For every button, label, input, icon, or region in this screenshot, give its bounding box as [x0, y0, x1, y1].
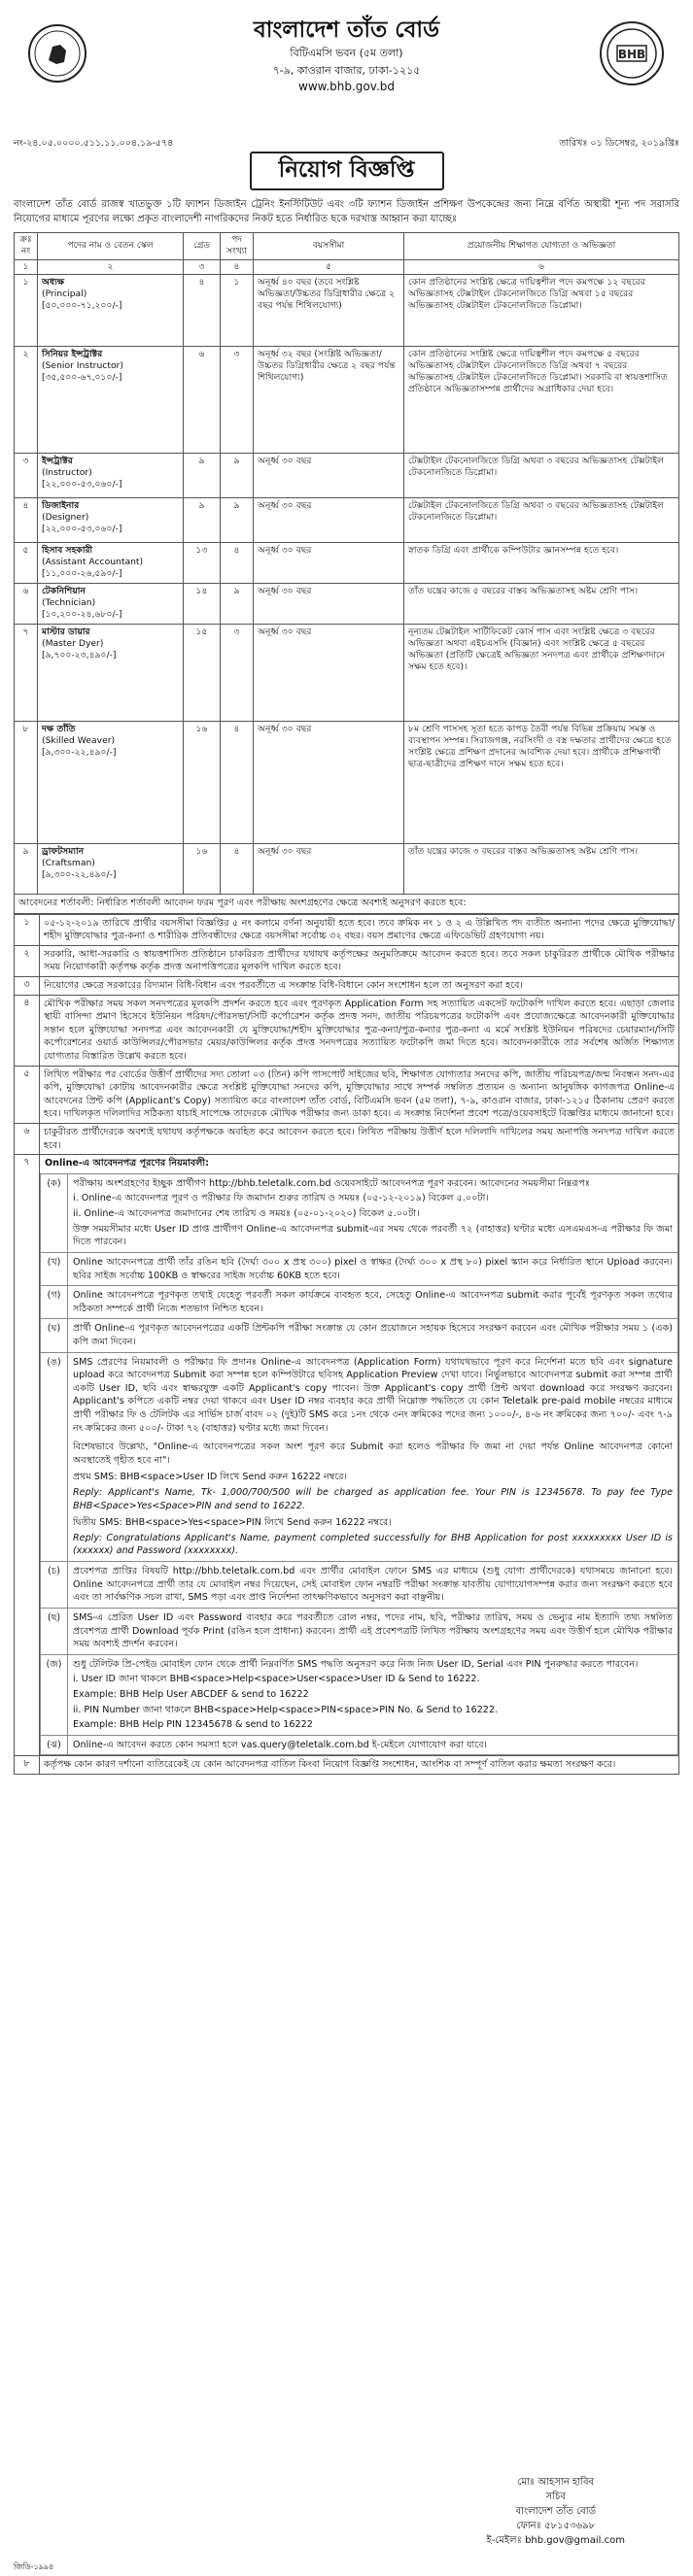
post-age-limit: অনূর্ধ্ব ৩০ বছর	[254, 584, 404, 625]
online-rule	[41, 1654, 678, 1735]
post-name: ডিজাইনার	[42, 500, 80, 512]
fee-deadline-note: উক্ত সময়সীমার মধ্যে User ID প্রাপ্ত প্রার্থীগণ Online-এ আবেদনপত্র submit-এর সময় থেকে পরবর্তী ৭২ (বাহাত্তর) ঘণ্টার মধ্যে এসএমএস-এ পরীক্ষার ফি জমা দিতে পারবেন।	[73, 1223, 673, 1248]
post-name-en: (Assistant Accountant)	[42, 557, 144, 567]
post-name: হিসাব সহকারী	[42, 545, 93, 557]
condition-number: ৩	[15, 976, 40, 995]
rule-text: SMS প্রেরণের নিয়মাবলী ও পরীক্ষার ফি প্রদানঃ Online-এ আবেদনপত্র (Application Form) যথাযথভাবে পূরণ করে নির্দেশনা মতে ছবি এবং signature upload করে আবেদনপত্র Submit করা সম্পন্ন হলে কম্পিউটারে ছবিসহ Application Preview দেখা যাবে। নির্ভুলভাবে আবেদনপত্র submit করা সম্পন্ন প্রার্থী একটি User ID, ছবি এবং স্বাক্ষরযুক্ত একটি Applicant's copy পাবেন। উক্ত Applicant's copy প্রার্থী প্রিন্ট অথবা download করে সংরক্ষণ করবেন। Applicant's কপিতে একটি নম্বর দেয়া থাকবে এবং User ID নম্বর ব্যবহার করে প্রার্থী নিম্নোক্ত পদ্ধতিতে যে কোন Teletalk pre-paid mobile নম্বরের মাধ্যমে প্রার্থী পরীক্ষার ফি ও টেলিটক এর সার্ভিস চার্জ বাবদ ০২ (দুই)টি SMS করে ১নং থেকে ৩নং ক্রমিকের পদের জন্য ১০০০/-, ৪-৬ নং ক্রমিকের জন্য ৭০০/- এবং ৭-৯ নং ক্রমিকের জন্য ৫০০/- টাকা ৭২ (বাহাত্তর) ঘণ্টার মধ্যে জমা দিবেন।	[73, 1356, 673, 1434]
rule-body	[68, 1352, 678, 1562]
post-qualification: টেক্সটাইল টেকনোলজিতে ডিগ্রি অথবা ৩ বছরের অভিজ্ঞতাসহ টেক্সটাইল টেকনোলজিতে ডিপ্লোমা।	[404, 454, 679, 498]
post-grade: ৯	[184, 498, 221, 543]
condition-text: চাকুরীরত প্রার্থীদেরকে অবশ্যই যথাযথ কর্তৃপক্ষকে অবহিত করে আবেদন করতে হবে। লিখিত পরীক্ষায় উত্তীর্ণ হলে দলিলাদি দাখিলের সময় অনাপত্তি সনদপত্র দাখিল করতে হবে।	[40, 1124, 679, 1155]
post-age-limit: অনূর্ধ্ব ৩০ বছর	[254, 498, 404, 543]
pay-scale: [১১,০০০-২৬,৫৯০/-]	[42, 567, 122, 579]
post-sl: ৫	[15, 543, 38, 584]
post-count: ৯	[221, 584, 254, 625]
post-name: সিনিয়র ইন্সট্রাক্টর	[42, 349, 103, 360]
rule-text: প্রার্থী Online-এ পূরণকৃত আবেদনপত্রের একটি প্রিন্টকপি পরীক্ষা সংক্রান্ত যে কোন প্রয়োজনে সহায়ক হিসেবে সংরক্ষণ করবেন এবং মৌখিক পরীক্ষার সময় ১ (এক) কপি জমা দিবেন।	[68, 1319, 678, 1352]
rule-body	[68, 1173, 678, 1252]
pay-scale: [৯,৩০০-২২,৪৯০/-]	[42, 746, 117, 758]
post-grade: ১৩	[184, 543, 221, 584]
post-name-en: (Technician)	[42, 597, 96, 608]
intro-paragraph: বাংলাদেশ তাঁত বোর্ড রাজস্ব খাতভুক্ত ১টি ফ্যাশন ডিজাইন ট্রেনিং ইনস্টিটিউট এবং ৩টি ফ্যাশন ডিজাইন প্রশিক্ষণ উপকেন্দ্রের জন্য নিম্নে বর্ণিত অস্থায়ী শূন্য পদ সরাসরি নিয়োগের মাধ্যমে পূরণের লক্ষ্যে প্রকৃত বাংলাদেশী নাগরিকদের নিকট হতে নির্ধারিত ছকে দরখাস্ত আহ্বান করা যাচ্ছেঃ	[14, 199, 679, 224]
post-name: টেকনিশিয়ান	[42, 586, 86, 597]
condition-text: কর্তৃপক্ষ কোন কারণ দর্শানো ব্যতিরেকেই যে কোন আবেদনপত্র বাতিল কিংবা নিয়োগ বিজ্ঞপ্তি সংশোধন, আংশিক বা সম্পূর্ণ বাতিল করার ক্ষমতা সংরক্ষণ করে।	[40, 1756, 679, 1775]
rule-text: Online আবেদনপত্রে প্রার্থী তাঁর রঙিন ছবি (দৈর্ঘ্য ৩০০ x প্রস্থ ৩০০) pixel ও স্বাক্ষর (দৈর্ঘ্য ৩০০ x প্রস্থ ৮০) pixel স্ক্যান করে নির্ধারিত স্থানে Upload করবেন। ছবির সাইজ সর্বোচ্চ 100KB ও স্বাক্ষরের সাইজ সর্বোচ্চ 60KB হতে হবে।	[68, 1252, 678, 1285]
col-header-post: পদের নাম ও বেতন স্কেল	[38, 233, 184, 260]
online-application-row	[15, 1155, 679, 1756]
posts-table	[14, 232, 679, 895]
rule-label: (গ)	[41, 1286, 68, 1319]
post-sl: ৮	[15, 722, 38, 844]
post-name: ড্রাফটসম্যান	[42, 846, 85, 858]
second-sms-reply: Reply: Congratulations Applicant's Name, payment completed successfully for BHB Application for post xxxxxxxxx User ID is (xxxxxx) and Password (xxxxxxxx).	[73, 1532, 673, 1557]
condition-row	[15, 976, 679, 995]
post-age-limit: অনূর্ধ্ব ৩০ বছর	[254, 722, 404, 844]
post-count: ১	[221, 275, 254, 347]
post-name-cell	[38, 275, 184, 347]
post-row	[15, 454, 679, 498]
first-sms-reply: Reply: Applicant's Name, Tk- 1,000/700/500 will be charged as application fee. Your PIN is 12345678. To pay fee Type BHB<Space>Yes<Space>PIN and send to 16222.	[73, 1487, 673, 1511]
post-age-limit: অনূর্ধ্ব ৩০ বছর	[254, 543, 404, 584]
post-row	[15, 844, 679, 895]
post-name: ইন্সট্রাক্টর	[42, 456, 73, 467]
first-sms-instruction: প্রথম SMS: BHB<space>User ID লিখে Send করুন 16222 নম্বরে।	[73, 1472, 347, 1483]
post-name-en: (Designer)	[42, 512, 89, 523]
post-name-cell	[38, 625, 184, 722]
post-count: ৪	[221, 543, 254, 584]
reference-number: নং-২৪.০৫.০০০০.৫১১.১১.০০৪.১৯-৫৭৪	[14, 138, 174, 149]
condition-row	[15, 1066, 679, 1123]
pin-recovery: ii. PIN Number জানা থাকলে BHB<space>Help<space>PIN<space>PIN No. & Send to 16222.	[73, 1704, 499, 1715]
col-number: ৬	[404, 260, 679, 275]
post-name-cell	[38, 347, 184, 454]
post-qualification: কোন প্রতিষ্ঠানের সংশ্লিষ্ট ক্ষেত্রে দায়িত্বশীল পদে কমপক্ষে ৫ বছরের অভিজ্ঞতাসহ টেক্সটাইল টেকনোলজিতে ডিগ্রি অথবা ৭ বছরের অভিজ্ঞতাসহ টেক্সটাইল টেকনোলজিতে ডিপ্লোমা। সরকারি বা স্বায়ত্তশাসিত প্রতিষ্ঠানে অভিজ্ঞতাসম্পন্ন প্রার্থীদের অগ্রাধিকার দেয়া হবে।	[404, 347, 679, 454]
pin-example: Example: BHB Help PIN 12345678 & send to 16222	[73, 1719, 313, 1731]
application-end: ii. Online-এ আবেদনপত্র জমাদানের শেষ তারিখ ও সময়ঃ (০৫-০১-২০২০) বিকেল ৫.০০টা।	[73, 1208, 420, 1220]
condition-text: নিয়োগের ক্ষেত্রে সরকারের বিদ্যমান বিধি-বিধান এবং পরবর্তীতে এ সংক্রান্ত বিধি-বিধানে কোন সংশোধন হলে তা অনুসরণ করা হবে।	[40, 976, 679, 995]
post-age-limit: অনূর্ধ্ব ৩০ বছর	[254, 454, 404, 498]
notice-date: তারিখঃ ০১ ডিসেম্বর, ২০১৯খ্রিঃ	[559, 138, 679, 149]
post-grade: ৪	[184, 275, 221, 347]
post-qualification: স্নাতক ডিগ্রি এবং প্রার্থীকে কম্পিউটার জ্ঞানসম্পন্ন হতে হবে।	[404, 543, 679, 584]
second-sms-instruction: দ্বিতীয় SMS: BHB<space>Yes<space>PIN লিখে Send করুন 16222 নম্বরে।	[73, 1517, 392, 1529]
post-name: মাস্টার ডায়ার	[42, 627, 90, 638]
col-number: ৩	[184, 260, 221, 275]
user-id-recovery: i. User ID জানা থাকলে BHB<space>Help<space>User<space>User ID & Send to 16222.	[73, 1674, 480, 1685]
post-qualification: কোন প্রতিষ্ঠানের সংশ্লিষ্ট ক্ষেত্রে দায়িত্বশীল পদে কমপক্ষে ১২ বছরের অভিজ্ঞতাসহ টেক্সটাইল টেকনোলজিতে ডিগ্রি অথবা ১৫ বছরের অভিজ্ঞতাসহ টেক্সটাইল টেকনোলজিতে ডিপ্লোমা।	[404, 275, 679, 347]
condition-number: ৭	[15, 1155, 40, 1756]
post-name-en: (Principal)	[42, 288, 87, 299]
condition-number: ৪	[15, 995, 40, 1066]
rule-text: SMS-এ প্রেরিত User ID এবং Password ব্যবহার করে পরবর্তীতে রোল নম্বর, পদের নাম, ছবি, পরীক্ষার তারিখ, সময় ও ভেন্যুর নাম ইত্যাদি তথ্য সম্বলিত প্রবেশপত্র প্রার্থী Download পূর্বক Print (রঙিন হলে প্রাধান্য) করবেন। প্রার্থী এই প্রবেশপত্রটি লিখিত পরীক্ষায় অংশগ্রহণের সময় এবং উত্তীর্ণ হলে মৌখিক পরীক্ষার সময় অবশ্যই প্রদর্শন করবেন।	[68, 1608, 678, 1654]
signatory-email[interactable]: ই-মেইলঃ bhb.gov@gmail.com	[486, 2535, 625, 2546]
post-sl: ৬	[15, 584, 38, 625]
post-qualification: তাঁত যন্ত্রের কাজে ৫ বছরের বাস্তব অভিজ্ঞতাসহ অষ্টম শ্রেণি পাস।	[404, 584, 679, 625]
post-qualification: ৮ম শ্রেণি পাসসহ সূতা হতে কাপড় তৈরী পর্যন্ত বিভিন্ন প্রক্রিয়ায় সমস্ত ও ব্যবস্থাপন সম্পন্ন। সিরাজগঞ্জ, নরসিংদী ও বস্ত্র দক্ষতার প্রার্থীদের ক্ষেত্রে হতে সংশ্লিষ্ট ক্ষেত্রে প্রশিক্ষণ প্রদানের আবশ্যিক দেয়া হবে। প্রার্থীকে প্রশিক্ষণার্থী ছাত্র-ছাত্রীদের প্রশিক্ষণ দানে সক্ষম হতে হবে।	[404, 722, 679, 844]
post-grade: ১৬	[184, 722, 221, 844]
online-rule	[41, 1608, 678, 1654]
post-grade: ১৬	[184, 844, 221, 895]
column-number-row	[15, 260, 679, 275]
signatory-org: বাংলাদেশ তাঁত বোর্ড	[515, 2506, 596, 2517]
rule-text: পরীক্ষায় অংশগ্রহণের ইচ্ছুক প্রার্থীগণ http://bhb.teletalk.com.bd ওয়েবসাইটে আবেদনপত্র পূরণ করবেন। আবেদনের সময়সীমা নিম্নরূপঃ	[73, 1177, 590, 1189]
org-name: বাংলাদেশ তাঁত বোর্ড	[253, 17, 440, 43]
condition-text: মৌখিক পরীক্ষার সময় সকল সনদপত্রের মূলকপি প্রদর্শন করতে হবে এবং পূরণকৃত Application Form সহ সত্যায়িত একসেট ফটোকপি দাখিল করতে হবে। এছাড়া জেলার স্থায়ী বাসিন্দা প্রমাণ হিসেবে ইউনিয়ন পরিষদ/পৌরসভা/সিটি কর্পোরেশন কর্তৃক প্রদত্ত সনদ, জাতীয় পরিচয়পত্রের ফটোকপি এবং প্রযোজ্যক্ষেত্রে আবেদনকারী মুক্তিযোদ্ধার সন্তান হলে মুক্তিযোদ্ধা সনদপত্র এবং আবেদনকারী যে মুক্তিযোদ্ধা/শহীদ মুক্তিযোদ্ধার পুত্র-কন্যা/পুত্র-কন্যার পুত্র-কন্যা এ মর্মে সংশ্লিষ্ট ইউনিয়ন পরিষদের চেয়ারম্যান/সিটি কর্পোরেশনের ওয়ার্ড কাউন্সিলর/পৌরসভার মেয়র/কাউন্সিলর কর্তৃক প্রদত্ত সনদপত্রের সত্যায়িত ফটোকপি জমা দিতে হবে। আবেদনকারীকে তার সর্বশেষ অর্জিত শিক্ষাগত যোগ্যতার বিস্তারিত উল্লেখ করতে হবে।	[40, 995, 679, 1066]
post-grade: ৬	[184, 347, 221, 454]
post-count: ৪	[221, 722, 254, 844]
post-name-cell	[38, 543, 184, 584]
post-name-cell	[38, 722, 184, 844]
post-grade: ১৪	[184, 584, 221, 625]
rule-label: (জ)	[41, 1654, 68, 1735]
post-count: ৩	[221, 625, 254, 722]
online-rule	[41, 1352, 678, 1562]
post-name-en: (Craftsman)	[42, 858, 95, 868]
pay-scale: [২২,০০০-৫৩,০৬০/-]	[42, 478, 122, 490]
condition-row	[15, 1124, 679, 1155]
online-rule	[41, 1319, 678, 1352]
post-grade: ১৫	[184, 625, 221, 722]
org-building: বিটিএমসি ভবন (৫ম তলা)	[290, 47, 403, 60]
post-name-en: (Instructor)	[42, 467, 92, 478]
rule-label: (ছ)	[41, 1608, 68, 1654]
government-seal-icon	[27, 23, 87, 84]
post-age-limit: অনূর্ধ্ব ৩২ বছর (সংশ্লিষ্ট অভিজ্ঞতা/উচ্চতর ডিগ্রিধারীর ক্ষেত্রে ২ বছর পর্যন্ত শিথিলযোগ্য)	[254, 347, 404, 454]
rule-body	[68, 1654, 678, 1735]
post-qualification: নূন্যতম টেক্সটাইল সার্টিফিকেট কোর্স পাস এবং সংশ্লিষ্ট ক্ষেত্রে ৩ বছরের অভিজ্ঞতা অথবা এইচএসসি (বিজ্ঞান) এবং সংশ্লিষ্ট ক্ষেত্রে ৫ বছরের অভিজ্ঞতা (প্রতিটি ক্ষেত্রেই অভিজ্ঞতা সনদপত্র এবং প্রার্থীকে প্রশিক্ষণদানে সক্ষম হতে হবে)।	[404, 625, 679, 722]
svg-text:BHB: BHB	[617, 48, 646, 61]
post-sl: ১	[15, 275, 38, 347]
fee-notice: বিশেষভাবে উল্লেখ্য, "Online-এ আবেদনপত্রের সকল অংশ পূরণ করে Submit করা হলেও পরীক্ষার ফি জমা না দেয়া পর্যন্ত Online আবেদনপত্র কোনো অবস্থাতেই গৃহীত হবে না"।	[73, 1441, 673, 1466]
post-qualification: তাঁত যন্ত্রের কাজে ৩ বছরের বাস্তব অভিজ্ঞতাসহ অষ্টম শ্রেণি পাস।	[404, 844, 679, 895]
post-row	[15, 275, 679, 347]
signatory-phone: ফোনঃ ৫৮১৫৩৬৯৮	[516, 2521, 596, 2531]
post-count: ৩	[221, 347, 254, 454]
conditions-heading: আবেদনের শর্তাবলী: নির্ধারিত শর্তাবলী আবেদন ফরম পূরণ এবং পরীক্ষায় অংশগ্রহণের ক্ষেত্রে অবশ্যই অনুসরণ করতে হবে:	[14, 895, 679, 913]
rule-label: (খ)	[41, 1252, 68, 1285]
pay-scale: [৯,৩০০-২২,৪৯০/-]	[42, 868, 117, 880]
post-count: ৯	[221, 454, 254, 498]
signatory-designation: সচিব	[545, 2491, 566, 2502]
col-number: ৪	[221, 260, 254, 275]
user-id-example: Example: BHB Help User ABCDEF & send to 16222	[73, 1688, 309, 1700]
online-rule	[41, 1252, 678, 1285]
post-name-en: (Skilled Weaver)	[42, 735, 116, 746]
signature-block	[487, 2475, 626, 2548]
pay-scale: [২২,০০০-৫৩,০৬০/-]	[42, 523, 122, 534]
rule-text: প্রবেশপত্র প্রাপ্তির বিষয়টি http://bhb.teletalk.com.bd এবং প্রার্থীর মোবাইল ফোনে SMS এর মাধ্যমে (শুধু যোগ্য প্রার্থীদেরকে) যথাসময়ে জানানো হবে। Online আবেদনপত্রে প্রার্থী তার যে মোবাইল নম্বর দিয়েছেন, সেই মোবাইল ফোন নম্বরটি পরীক্ষা সংক্রান্ত যাবতীয় যোগাযোগসম্পন্ন করার জন্য সংরক্ষণ করতে হবে এবং তা সার্বক্ষণিক সচল রাখা, SMS পড়া এবং প্রাপ্ত নির্দেশনা তাৎক্ষণিকভাবে অনুসরণ করা বাঞ্ছনীয়।	[68, 1562, 678, 1609]
condition-number: ১	[15, 914, 40, 945]
col-number: ২	[38, 260, 184, 275]
rule-text: শুধু টেলিটক প্রি-পেইড মোবাইল ফোন থেকে প্রার্থী নিম্নবর্ণিত SMS পদ্ধতি অনুসরণ করে নিজ নিজ User ID, Serial এবং PIN পুনরুদ্ধার করতে পারবেন।	[73, 1658, 639, 1670]
post-name-cell	[38, 584, 184, 625]
online-rule	[41, 1562, 678, 1609]
condition-row	[15, 945, 679, 976]
org-address: ৭-৯, কাওরান বাজার, ঢাকা-১২১৫	[272, 63, 421, 77]
post-name-cell	[38, 498, 184, 543]
rule-label: (চ)	[41, 1562, 68, 1609]
col-header-qualification: প্রয়োজনীয় শিক্ষাগত যোগ্যতা ও অভিজ্ঞতা	[404, 233, 679, 260]
condition-number: ৮	[15, 1756, 40, 1775]
header	[14, 16, 679, 161]
footer-code: জিডি-১৯৯৪	[14, 2562, 54, 2571]
post-name-cell	[38, 844, 184, 895]
condition-number: ২	[15, 945, 40, 976]
post-count: ৪	[221, 844, 254, 895]
pay-scale: [৯,৭০০-২৩,৪৯০/-]	[42, 649, 117, 661]
rule-label: (ঘ)	[41, 1319, 68, 1352]
post-qualification: টেক্সটাইল টেকনোলজিতে ডিগ্রি অথবা ৩ বছরের অভিজ্ঞতাসহ টেক্সটাইল টেকনোলজিতে ডিপ্লোমা।	[404, 498, 679, 543]
condition-text: লিখিত পরীক্ষার পর বোর্ডের উত্তীর্ণ প্রার্থীদের সদ্য তোলা ০৩ (তিন) কপি পাসপোর্ট সাইজের ছবি, শিক্ষাগত যোগ্যতার সনদের কপি, জাতীয় পরিচয়পত্র/জন্ম নিবন্ধন সনদ-এর কপি, মুক্তিযোদ্ধা কোটায় আবেদনকারীর ক্ষেত্রে সংশ্লিষ্ট মুক্তিযোদ্ধা সনদের কপি, মুক্তিযোদ্ধার সাথে সম্পর্ক সম্বলিত প্রত্যয়ন ও অন্যান্য আনুষঙ্গিক কাগজপত্র Online-এ আবেদনের প্রিন্ট কপি (Applicant's Copy) সত্যায়িত করে বাংলাদেশ তাঁত বোর্ড, বিটিএমসি ভবন (৫ম তলা), ৭-৯, কাওরান বাজার, ঢাকা-১২১৫ ঠিকানায় প্রেরণ করতে হবে। দাখিলকৃত দলিলাদির সঠিকতা যাচাই সাপেক্ষে তাদেরকে মৌখিক পরীক্ষার জন্য ডাকা হবে। এ সংক্রান্ত নির্দেশনা প্রবেশ পত্রে/ওয়েবসাইটে বিজ্ঞপ্তির মাধ্যমে জানানো হবে।	[40, 1066, 679, 1123]
post-row	[15, 625, 679, 722]
online-rule	[41, 1735, 678, 1755]
condition-number: ৫	[15, 1066, 40, 1123]
condition-row	[15, 914, 679, 945]
post-name-en: (Master Dyer)	[42, 638, 104, 649]
pay-scale: [১০,২০০-২৪,৬৮০/-]	[42, 608, 122, 620]
col-number: ১	[15, 260, 38, 275]
rule-label: (ঙ)	[41, 1352, 68, 1562]
online-rule	[41, 1286, 678, 1319]
condition-text: সরকারি, আধা-সরকারি ও স্বায়ত্তশাসিত প্রতিষ্ঠানে চাকরিরত প্রার্থীদের যথাযথ কর্তৃপক্ষের অনুমতিক্রমে আবেদন করতে হবে। তবে সকল চাকুরিরত প্রার্থীকে মৌখিক পরীক্ষার সময় নিয়োগকারী কর্তৃপক্ষ কর্তৃক প্রদত্ত অনাপত্তিপত্রের মূলকপি দাখিল করতে হবে।	[40, 945, 679, 976]
post-sl: ৩	[15, 454, 38, 498]
online-rule	[41, 1173, 678, 1252]
post-count: ৯	[221, 498, 254, 543]
rule-label: (ঝ)	[41, 1735, 68, 1755]
post-name: অধ্যক্ষ	[42, 277, 65, 288]
col-header-sl: ক্রঃ নং	[15, 233, 38, 260]
post-name: দক্ষ তাঁতি	[42, 724, 76, 735]
online-rules-table	[40, 1173, 678, 1756]
post-sl: ৪	[15, 498, 38, 543]
post-row	[15, 498, 679, 543]
condition-row	[15, 1756, 679, 1775]
notice-title: নিয়োগ বিজ্ঞপ্তি	[250, 152, 444, 190]
signatory-name: মোঃ আহসান হাবিব	[517, 2477, 595, 2488]
rule-text: Online-এ আবেদন করতে কোন সমস্যা হলে vas.query@teletalk.com.bd ই-মেইলে যোগাযোগ করা যাবে।	[68, 1735, 678, 1755]
application-start: i. Online-এ আবেদনপত্র পূরণ ও পরীক্ষার ফি জমাদান শুরুর তারিখ ও সময়ঃ (০৫-১২-২০১৯) বিকেল ৫.০০টা।	[73, 1193, 489, 1204]
post-row	[15, 543, 679, 584]
condition-row	[15, 995, 679, 1066]
online-heading: Online-এ আবেদনপত্র পূরণের নিয়মাবলী:	[45, 1158, 209, 1169]
condition-number: ৬	[15, 1124, 40, 1155]
col-header-age: বয়সসীমা	[254, 233, 404, 260]
col-header-count: পদ সংখ্যা	[221, 233, 254, 260]
pay-scale: [৫০,০০০-৭১,২০০/-]	[42, 299, 122, 311]
org-website[interactable]: www.bhb.gov.bd	[298, 79, 395, 93]
col-number: ৫	[254, 260, 404, 275]
post-row	[15, 347, 679, 454]
post-age-limit: অনূর্ধ্ব ৩০ বছর	[254, 625, 404, 722]
pay-scale: [৩৫,৫০০-৬৭,০১০/-]	[42, 371, 122, 383]
bhb-logo-icon	[598, 19, 666, 87]
online-application-cell	[40, 1155, 679, 1756]
condition-text: ০৫-১২-২০১৯ তারিখে প্রার্থীর বয়সসীমা বিজ্ঞপ্তির ৫ নং কলামে বর্ণনা অনুযায়ী হতে হবে। তবে ক্রমিক নং ১ ও ২ এ উল্লিখিত পদ ব্যতীত অন্যান্য পদের ক্ষেত্রে মুক্তিযোদ্ধা/শহীদ মুক্তিযোদ্ধার পুত্র-কন্যা ও শারীরিক প্রতিবন্ধীদের ক্ষেত্রে বয়সসীমা সর্বোচ্চ ৩২ বছর। বয়স প্রমাণের ক্ষেত্রে এফিডেভিট গ্রহণযোগ্য নয়।	[40, 914, 679, 945]
post-age-limit: অনূর্ধ্ব ৪০ বছর (তবে সংশ্লিষ্ট অভিজ্ঞতা/উচ্চতর ডিগ্রিধারীর ক্ষেত্রে ২ বছর পর্যন্ত শিথিলযোগ্য)	[254, 275, 404, 347]
rule-text: Online আবেদনপত্রে পূরণকৃত তথ্যই যেহেতু পরবর্তী সকল কার্যক্রমে ব্যবহৃত হবে, সেহেতু Online-এ আবেদনপত্র submit করার পূর্বেই পূরণকৃত সকল তথ্যের সঠিকতা সম্পর্কে প্রার্থী নিজে শতভাগ নিশ্চিত হবেন।	[68, 1286, 678, 1319]
rule-label: (ক)	[41, 1173, 68, 1252]
col-header-grade: গ্রেড	[184, 233, 221, 260]
posts-table-header	[15, 233, 679, 260]
post-age-limit: অনূর্ধ্ব ৩০ বছর	[254, 844, 404, 895]
post-name-en: (Senior Instructor)	[42, 360, 123, 371]
post-row	[15, 584, 679, 625]
post-grade: ৯	[184, 454, 221, 498]
post-row	[15, 722, 679, 844]
post-sl: ২	[15, 347, 38, 454]
post-name-cell	[38, 454, 184, 498]
post-sl: ৭	[15, 625, 38, 722]
conditions-table	[14, 914, 679, 1776]
post-sl: ৯	[15, 844, 38, 895]
